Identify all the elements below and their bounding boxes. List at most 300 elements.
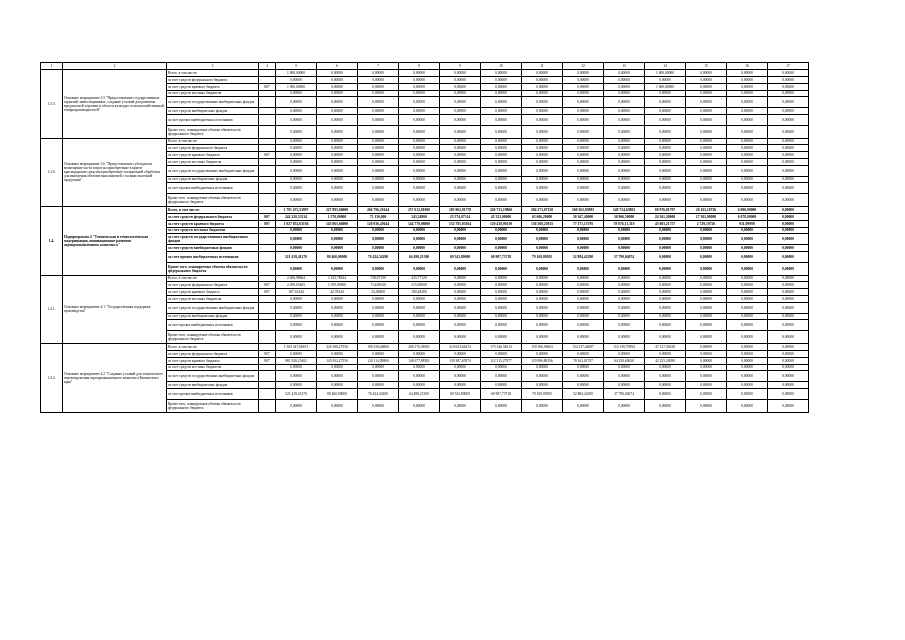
amount-cell: 0,00000 bbox=[440, 296, 481, 303]
amount-cell: 0,00000 bbox=[563, 282, 604, 289]
amount-cell: 0,00000 bbox=[686, 165, 727, 176]
amount-cell: 63 606,20000 bbox=[522, 213, 563, 220]
amount-cell: 0,00000 bbox=[358, 76, 399, 83]
amount-cell: 0,00000 bbox=[399, 83, 440, 90]
amount-cell: 0,00000 bbox=[604, 364, 645, 371]
amount-cell: 0,00000 bbox=[768, 296, 809, 303]
amount-cell: 0,00000 bbox=[563, 313, 604, 320]
amount-cell: 0,00000 bbox=[276, 194, 317, 207]
amount-cell: 0,00000 bbox=[399, 97, 440, 108]
amount-cell: 0,00000 bbox=[768, 97, 809, 108]
funding-source: за счет средств государственных внебюджетных фондов bbox=[167, 234, 259, 245]
amount-cell: 0,00000 bbox=[645, 138, 686, 145]
grbs-code: 807 bbox=[259, 289, 276, 296]
amount-cell: 0,00000 bbox=[604, 275, 645, 282]
amount-cell: 0,00000 bbox=[645, 251, 686, 262]
amount-cell: 0,00000 bbox=[358, 194, 399, 207]
amount-cell: 0,00000 bbox=[686, 344, 727, 351]
amount-cell: 0,00000 bbox=[317, 90, 358, 97]
amount-cell: 52 884,42290 bbox=[563, 251, 604, 262]
column-number-2: 2 bbox=[63, 63, 167, 70]
amount-cell: 0,00000 bbox=[440, 245, 481, 252]
event-code: 1.3.6. bbox=[41, 138, 63, 207]
amount-cell: 0,00000 bbox=[358, 145, 399, 152]
amount-cell: 0,00000 bbox=[768, 220, 809, 227]
amount-cell: 204 273,07150 bbox=[522, 207, 563, 214]
amount-cell: 1 570,00000 bbox=[317, 213, 358, 220]
amount-cell: 0,00000 bbox=[522, 108, 563, 115]
amount-cell: 0,00000 bbox=[645, 145, 686, 152]
amount-cell: 0,00000 bbox=[604, 125, 645, 138]
amount-cell: 0,00000 bbox=[276, 364, 317, 371]
amount-cell: 0,00000 bbox=[358, 90, 399, 97]
amount-cell: 0,00000 bbox=[481, 364, 522, 371]
amount-cell: 1 791 472,53997 bbox=[276, 207, 317, 214]
amount-cell: 0,00000 bbox=[276, 108, 317, 115]
funding-source: за счет средств государственных внебюджетных фондов bbox=[167, 371, 259, 382]
amount-cell: 0,00000 bbox=[358, 350, 399, 357]
amount-cell: 0,00000 bbox=[563, 138, 604, 145]
event-name: Основное мероприятие 4.1 "Государственная поддержка производства" bbox=[63, 275, 167, 344]
amount-cell: 0,00000 bbox=[481, 125, 522, 138]
amount-cell: 1 070,00000 bbox=[317, 282, 358, 289]
amount-cell: 0,00000 bbox=[481, 165, 522, 176]
amount-cell: 0,00000 bbox=[317, 183, 358, 194]
amount-cell: 0,00000 bbox=[358, 331, 399, 344]
amount-cell: 226 733,19860 bbox=[481, 207, 522, 214]
funding-source: за счет средств федерального бюджета bbox=[167, 350, 259, 357]
amount-cell: 1 027 852,63194 bbox=[276, 220, 317, 227]
amount-cell: 0,00000 bbox=[358, 234, 399, 245]
amount-cell: 0,00000 bbox=[317, 320, 358, 331]
amount-cell: 435,77129 bbox=[399, 275, 440, 282]
amount-cell: 0,00000 bbox=[358, 296, 399, 303]
amount-cell: 0,00000 bbox=[727, 289, 768, 296]
amount-cell: 0,00000 bbox=[768, 282, 809, 289]
amount-cell: 0,00000 bbox=[727, 114, 768, 125]
amount-cell: 0,00000 bbox=[768, 262, 809, 275]
amount-cell: 0,00000 bbox=[645, 289, 686, 296]
amount-cell: 0,00000 bbox=[440, 234, 481, 245]
amount-cell: 0,00000 bbox=[440, 114, 481, 125]
grbs-code bbox=[259, 76, 276, 83]
amount-cell: 0,00000 bbox=[686, 313, 727, 320]
column-number-7: 7 bbox=[358, 63, 399, 70]
amount-cell: 0,00000 bbox=[604, 382, 645, 389]
amount-cell: 0,00000 bbox=[522, 70, 563, 77]
amount-cell: 0,00000 bbox=[563, 159, 604, 166]
amount-cell: 0,00000 bbox=[645, 234, 686, 245]
amount-cell: 0,00000 bbox=[727, 97, 768, 108]
amount-cell: 0,00000 bbox=[522, 152, 563, 159]
amount-cell: 0,00000 bbox=[522, 145, 563, 152]
funding-source: за счет прочих внебюджетных источников bbox=[167, 320, 259, 331]
amount-cell: 0,00000 bbox=[604, 282, 645, 289]
amount-cell: 0,00000 bbox=[481, 282, 522, 289]
amount-cell: 0,00000 bbox=[522, 176, 563, 183]
amount-cell: 0,00000 bbox=[727, 83, 768, 90]
amount-cell: 0,00000 bbox=[317, 371, 358, 382]
amount-cell: 0,00000 bbox=[727, 296, 768, 303]
event-code: 1.4.1. bbox=[41, 275, 63, 344]
amount-cell: 76 424,34200 bbox=[358, 251, 399, 262]
amount-cell: 73 330,000 bbox=[358, 213, 399, 220]
amount-cell: 0,00000 bbox=[276, 371, 317, 382]
amount-cell: 26 163,10726 bbox=[686, 207, 727, 214]
amount-cell: 0,00000 bbox=[604, 176, 645, 183]
amount-cell: 0,00000 bbox=[645, 350, 686, 357]
amount-cell: 0,00000 bbox=[645, 97, 686, 108]
amount-cell: 110 986,80356 bbox=[522, 357, 563, 364]
funding-source: Кроме того, планируемые объемы обязательств федерального бюджета bbox=[167, 262, 259, 275]
amount-cell: 0,00000 bbox=[686, 289, 727, 296]
amount-cell: 0,00000 bbox=[768, 313, 809, 320]
amount-cell: 0,00000 bbox=[440, 70, 481, 77]
amount-cell: 0,00000 bbox=[522, 227, 563, 234]
funding-source: за счет средств местных бюджетов bbox=[167, 227, 259, 234]
amount-cell: 0,00000 bbox=[645, 245, 686, 252]
amount-cell: 0,00000 bbox=[276, 125, 317, 138]
amount-cell: 0,00000 bbox=[727, 245, 768, 252]
column-number-5: 5 bbox=[276, 63, 317, 70]
amount-cell: 0,00000 bbox=[768, 108, 809, 115]
amount-cell: 0,00000 bbox=[686, 70, 727, 77]
amount-cell: 0,00000 bbox=[399, 114, 440, 125]
amount-cell: 0,00000 bbox=[276, 245, 317, 252]
amount-cell: 0,00000 bbox=[522, 302, 563, 313]
amount-cell: 0,00000 bbox=[686, 152, 727, 159]
amount-cell: 0,00000 bbox=[686, 90, 727, 97]
amount-cell: 0,00000 bbox=[440, 138, 481, 145]
amount-cell: 0,00000 bbox=[727, 108, 768, 115]
funding-source: за счет средств краевого бюджета bbox=[167, 152, 259, 159]
amount-cell: 0,00000 bbox=[604, 399, 645, 412]
amount-cell: 0,00000 bbox=[440, 76, 481, 83]
amount-cell: 0,00000 bbox=[481, 83, 522, 90]
amount-cell: 0,00000 bbox=[645, 90, 686, 97]
grbs-code bbox=[259, 125, 276, 138]
amount-cell: 0,00000 bbox=[440, 364, 481, 371]
funding-source: за счет средств краевого бюджета bbox=[167, 83, 259, 90]
amount-cell: 0,00000 bbox=[440, 275, 481, 282]
amount-cell: 0,00000 bbox=[645, 152, 686, 159]
amount-cell: 0,00000 bbox=[276, 399, 317, 412]
amount-cell: 0,00000 bbox=[768, 194, 809, 207]
amount-cell: 0,00000 bbox=[481, 114, 522, 125]
amount-cell: 0,00000 bbox=[358, 399, 399, 412]
amount-cell: 0,00000 bbox=[563, 302, 604, 313]
column-number-10: 10 bbox=[481, 63, 522, 70]
amount-cell: 0,00000 bbox=[399, 382, 440, 389]
grbs-code bbox=[259, 145, 276, 152]
amount-cell: 2 656,98664 bbox=[276, 275, 317, 282]
amount-cell: 0,00000 bbox=[317, 114, 358, 125]
amount-cell: 0,00000 bbox=[768, 125, 809, 138]
amount-cell: 0,00000 bbox=[604, 145, 645, 152]
amount-cell: 0,00000 bbox=[399, 90, 440, 97]
amount-cell: 0,00000 bbox=[645, 194, 686, 207]
amount-cell: 64 490,21500 bbox=[399, 388, 440, 399]
amount-cell: 0,00000 bbox=[440, 97, 481, 108]
amount-cell: 0,00000 bbox=[604, 371, 645, 382]
funding-source: за счет средств внебюджетных фондов bbox=[167, 245, 259, 252]
funding-source: за счет средств федерального бюджета bbox=[167, 282, 259, 289]
amount-cell: 0,00000 bbox=[604, 331, 645, 344]
amount-cell: 0,00000 bbox=[317, 159, 358, 166]
amount-cell: 0,00000 bbox=[768, 234, 809, 245]
amount-cell: 0,00000 bbox=[358, 262, 399, 275]
amount-cell: 0,00000 bbox=[481, 138, 522, 145]
amount-cell: 0,00000 bbox=[727, 357, 768, 364]
amount-cell: 0,00000 bbox=[686, 159, 727, 166]
amount-cell: 0,00000 bbox=[727, 145, 768, 152]
amount-cell: 0,00000 bbox=[563, 76, 604, 83]
column-number-11: 11 bbox=[522, 63, 563, 70]
amount-cell: 0,00000 bbox=[440, 282, 481, 289]
amount-cell: 0,00000 bbox=[399, 234, 440, 245]
amount-cell: 0,00000 bbox=[358, 176, 399, 183]
grbs-code: 807 bbox=[259, 350, 276, 357]
amount-cell: 0,00000 bbox=[317, 350, 358, 357]
amount-cell: 47 127,36338 bbox=[645, 344, 686, 351]
amount-cell: 0,00000 bbox=[563, 165, 604, 176]
amount-cell: 0,00000 bbox=[727, 165, 768, 176]
amount-cell: 0,00000 bbox=[358, 302, 399, 313]
amount-cell: 0,00000 bbox=[686, 194, 727, 207]
amount-cell: 0,00000 bbox=[481, 152, 522, 159]
amount-cell: 0,00000 bbox=[768, 183, 809, 194]
amount-cell: 0,00000 bbox=[604, 76, 645, 83]
amount-cell: 0,00000 bbox=[440, 90, 481, 97]
amount-cell: 0,00000 bbox=[522, 245, 563, 252]
amount-cell: 0,00000 bbox=[399, 108, 440, 115]
amount-cell: 0,00000 bbox=[686, 320, 727, 331]
amount-cell: 37 790,04074 bbox=[604, 388, 645, 399]
amount-cell: 69 543,80000 bbox=[440, 251, 481, 262]
budget-table-sheet bbox=[40, 62, 809, 413]
amount-cell: 0,00000 bbox=[768, 152, 809, 159]
amount-cell: 0,00000 bbox=[768, 251, 809, 262]
amount-cell: 0,00000 bbox=[276, 176, 317, 183]
amount-cell: 0,00000 bbox=[440, 313, 481, 320]
amount-cell: 196 338,46860 bbox=[358, 344, 399, 351]
amount-cell: 0,00000 bbox=[727, 371, 768, 382]
grbs-code bbox=[259, 388, 276, 399]
amount-cell: 0,00000 bbox=[686, 97, 727, 108]
amount-cell: 0,00000 bbox=[727, 399, 768, 412]
amount-cell: 0,00000 bbox=[686, 227, 727, 234]
amount-cell: 242 220,53314 bbox=[276, 213, 317, 220]
amount-cell: 0,00000 bbox=[276, 114, 317, 125]
amount-cell: 0,00000 bbox=[317, 165, 358, 176]
amount-cell: 0,00000 bbox=[522, 159, 563, 166]
amount-cell: 0,00000 bbox=[768, 145, 809, 152]
amount-cell: 0,00000 bbox=[727, 262, 768, 275]
amount-cell: 0,00000 bbox=[645, 227, 686, 234]
amount-cell: 0,00000 bbox=[440, 382, 481, 389]
amount-cell: 0,00000 bbox=[276, 165, 317, 176]
funding-source: Кроме того, планируемые объемы обязательств федерального бюджета bbox=[167, 399, 259, 412]
grbs-code: 807 bbox=[259, 220, 276, 227]
amount-cell: 0,00000 bbox=[563, 152, 604, 159]
amount-cell: 0,00000 bbox=[645, 320, 686, 331]
amount-cell: 0,00000 bbox=[563, 371, 604, 382]
amount-cell: 0,00000 bbox=[317, 245, 358, 252]
funding-source: за счет средств внебюджетных фондов bbox=[167, 108, 259, 115]
amount-cell: 0,00000 bbox=[686, 357, 727, 364]
amount-cell: 0,00000 bbox=[358, 227, 399, 234]
amount-cell: 0,00000 bbox=[645, 275, 686, 282]
amount-cell: 0,00000 bbox=[399, 125, 440, 138]
amount-cell: 0,00000 bbox=[522, 331, 563, 344]
amount-cell: 0,00000 bbox=[768, 382, 809, 389]
amount-cell: 0,00000 bbox=[645, 125, 686, 138]
amount-cell: 0,00000 bbox=[358, 83, 399, 90]
amount-cell: 0,00000 bbox=[768, 302, 809, 313]
amount-cell: 0,00000 bbox=[358, 138, 399, 145]
amount-cell: 0,00000 bbox=[481, 331, 522, 344]
amount-cell: 210 633,64474 bbox=[440, 344, 481, 351]
amount-cell: 60 907,73718 bbox=[481, 251, 522, 262]
amount-cell: 0,00000 bbox=[399, 159, 440, 166]
amount-cell: 0,00000 bbox=[768, 289, 809, 296]
amount-cell: 0,00000 bbox=[727, 234, 768, 245]
funding-source: за счет средств краевого бюджета bbox=[167, 289, 259, 296]
grbs-code bbox=[259, 165, 276, 176]
amount-cell: 0,00000 bbox=[481, 296, 522, 303]
amount-cell: 0,00000 bbox=[522, 90, 563, 97]
amount-cell: 0,00000 bbox=[686, 234, 727, 245]
amount-cell: 521 419,41270 bbox=[276, 388, 317, 399]
amount-cell: 114 139,75894 bbox=[604, 344, 645, 351]
amount-cell: 0,00000 bbox=[399, 70, 440, 77]
funding-source: за счет средств краевого бюджета bbox=[167, 357, 259, 364]
amount-cell: 0,00000 bbox=[686, 183, 727, 194]
grbs-code: 807 bbox=[259, 357, 276, 364]
amount-cell: 0,00000 bbox=[563, 90, 604, 97]
column-number-1: 1 bbox=[41, 63, 63, 70]
amount-cell: 145 932,27556 bbox=[317, 357, 358, 364]
amount-cell: 0,00000 bbox=[522, 183, 563, 194]
amount-cell: 0,00000 bbox=[645, 388, 686, 399]
amount-cell: 185 962,81778 bbox=[440, 207, 481, 214]
event-code: 1.4.2. bbox=[41, 344, 63, 413]
amount-cell: 0,00000 bbox=[727, 275, 768, 282]
amount-cell: 0,00000 bbox=[481, 145, 522, 152]
amount-cell: 0,00000 bbox=[481, 382, 522, 389]
amount-cell: 0,00000 bbox=[440, 194, 481, 207]
amount-cell: 0,00000 bbox=[645, 282, 686, 289]
column-number-row bbox=[41, 63, 809, 70]
grbs-code: 807 bbox=[259, 83, 276, 90]
amount-cell: 315,00000 bbox=[399, 282, 440, 289]
amount-cell: 0,00000 bbox=[317, 145, 358, 152]
amount-cell: 0,00000 bbox=[686, 399, 727, 412]
amount-cell: 0,00000 bbox=[727, 138, 768, 145]
column-number-12: 12 bbox=[563, 63, 604, 70]
grbs-code: 807 bbox=[259, 213, 276, 220]
amount-cell: 0,00000 bbox=[604, 70, 645, 77]
amount-cell: 0,00000 bbox=[481, 275, 522, 282]
amount-cell: 0,00000 bbox=[563, 183, 604, 194]
amount-cell: 0,00000 bbox=[604, 165, 645, 176]
amount-cell: 0,00000 bbox=[399, 364, 440, 371]
amount-cell: 0,00000 bbox=[768, 138, 809, 145]
amount-cell: 0,00000 bbox=[727, 313, 768, 320]
funding-source: Всего, в том числе: bbox=[167, 138, 259, 145]
amount-cell: 0,00000 bbox=[604, 245, 645, 252]
amount-cell: 0,00000 bbox=[563, 97, 604, 108]
amount-cell: 0,00000 bbox=[768, 159, 809, 166]
amount-cell: 0,00000 bbox=[317, 76, 358, 83]
amount-cell: 0,00000 bbox=[686, 364, 727, 371]
amount-cell: 0,00000 bbox=[317, 108, 358, 115]
grbs-code bbox=[259, 320, 276, 331]
amount-cell: 0,00000 bbox=[522, 364, 563, 371]
amount-cell: 0,00000 bbox=[440, 331, 481, 344]
funding-source: за счет средств местных бюджетов bbox=[167, 90, 259, 97]
funding-source: Кроме того, планируемые объемы обязательств федерального бюджета bbox=[167, 194, 259, 207]
amount-cell: 0,00000 bbox=[563, 331, 604, 344]
amount-cell: 0,00000 bbox=[481, 313, 522, 320]
grbs-code bbox=[259, 251, 276, 262]
amount-cell: 0,00000 bbox=[276, 145, 317, 152]
funding-source: за счет средств внебюджетных фондов bbox=[167, 176, 259, 183]
amount-cell: 0,00000 bbox=[276, 350, 317, 357]
amount-cell: 79 169,09505 bbox=[522, 388, 563, 399]
amount-cell: 0,00000 bbox=[768, 399, 809, 412]
amount-cell: 2 729,19726 bbox=[686, 220, 727, 227]
amount-cell: 521 419,41270 bbox=[276, 251, 317, 262]
amount-cell: 120 438,06150 bbox=[481, 220, 522, 227]
amount-cell: 0,00000 bbox=[399, 313, 440, 320]
column-number-9: 9 bbox=[440, 63, 481, 70]
amount-cell: 1 303 347,66673 bbox=[276, 344, 317, 351]
amount-cell: 0,00000 bbox=[358, 183, 399, 194]
grbs-code bbox=[259, 114, 276, 125]
event-code: 1.4. bbox=[41, 207, 63, 276]
amount-cell: 0,00000 bbox=[358, 165, 399, 176]
amount-cell: 0,00000 bbox=[399, 371, 440, 382]
amount-cell: 0,00000 bbox=[399, 320, 440, 331]
amount-cell: 0,00000 bbox=[604, 296, 645, 303]
amount-cell: 0,00000 bbox=[604, 114, 645, 125]
amount-cell: 0,00000 bbox=[563, 108, 604, 115]
amount-cell: 0,00000 bbox=[768, 83, 809, 90]
amount-cell: 0,00000 bbox=[276, 97, 317, 108]
amount-cell: 0,00000 bbox=[317, 331, 358, 344]
amount-cell: 0,00000 bbox=[727, 125, 768, 138]
grbs-code: 807 bbox=[259, 282, 276, 289]
amount-cell: 0,00000 bbox=[686, 350, 727, 357]
amount-cell: 0,00000 bbox=[686, 245, 727, 252]
amount-cell: 0,00000 bbox=[686, 114, 727, 125]
amount-cell: 0,00000 bbox=[604, 152, 645, 159]
amount-cell: 6 000,00000 bbox=[727, 207, 768, 214]
amount-cell: 0,00000 bbox=[563, 176, 604, 183]
amount-cell: 0,00000 bbox=[481, 262, 522, 275]
amount-cell: 0,00000 bbox=[317, 194, 358, 207]
amount-cell: 0,00000 bbox=[399, 296, 440, 303]
amount-cell: 0,00000 bbox=[563, 399, 604, 412]
amount-cell: 0,00000 bbox=[768, 176, 809, 183]
amount-cell: 0,00000 bbox=[768, 70, 809, 77]
amount-cell: 0,00000 bbox=[727, 382, 768, 389]
column-number-8: 8 bbox=[399, 63, 440, 70]
amount-cell: 148 677,88381 bbox=[399, 357, 440, 364]
amount-cell: 0,00000 bbox=[399, 302, 440, 313]
grbs-code bbox=[259, 302, 276, 313]
